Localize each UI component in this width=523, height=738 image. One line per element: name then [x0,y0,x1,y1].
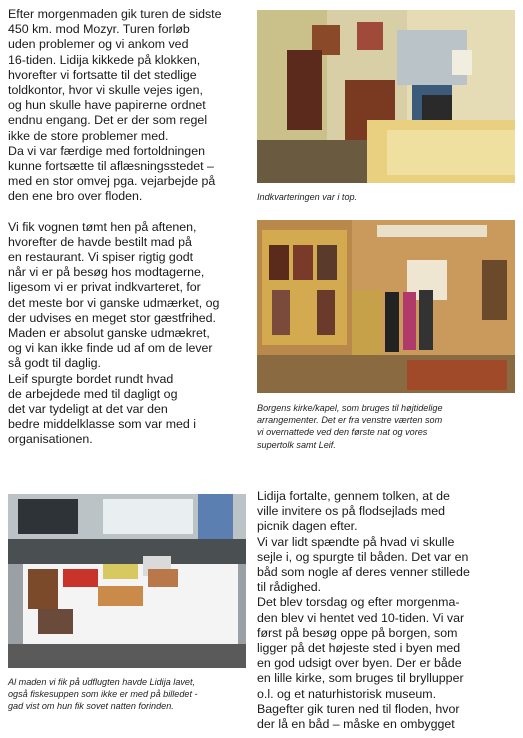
text-line: ikke de store problemer med. [8,128,169,143]
text-line: og vi kan ikke finde ud af om de lever [8,341,213,356]
text-line: det meste bor vi ganske udmærket, og [8,295,220,310]
text-line: Det blev torsdag og efter morgenma- [257,595,460,610]
paragraph-arrival [8,7,248,205]
photo-bedroom [257,10,515,183]
text-line: Vi var lidt spændte på hvad vi skulle [257,534,455,549]
text-line: med en stor omvej pga. vejarbejde på [8,174,216,189]
text-line: en god udsigt over byen. Der er både [257,656,462,671]
text-line: en restaurant. Vi spiser rigtig godt [8,250,194,265]
text-line: også fiskesuppen som ikke er med på billedet - [8,689,198,700]
text-line: bedre middelklasse som var med i [8,417,197,432]
text-column-right [257,489,517,732]
text-line: sejle i, og spurgte til båden. Det var en [257,549,469,564]
text-line: hvorefter de havde bestilt mad på [8,234,192,249]
text-line: ligesom vi er privat indkvarteret, for [8,280,201,295]
text-line: en lille kirke, som bruges til bryllupper [257,671,464,686]
text-line: toldkontor, hvor vi skulle vejes igen, [8,83,203,98]
text-line: Bagefter gik turen ned til floden, hvor [257,701,460,716]
text-line: Leif spurgte bordet rundt hvad [8,371,174,386]
text-line: kunne fortsætte til aflæsningsstedet – [8,159,214,174]
paragraph-boat-trip [257,489,517,732]
text-line: den ene bro over floden. [8,189,143,204]
text-line: 450 km. mod Mozyr. Turen forløb [8,22,190,37]
text-line: endnu engang. Det er der som regel [8,113,208,128]
text-line: Da vi var færdige med fortoldningen [8,143,205,158]
text-line: vi overnattede ved den første nat og vores [257,427,428,438]
text-column-left [8,7,248,448]
photo-picnic-caption [8,676,253,713]
text-line: Efter morgenmaden gik turen de sidste [8,7,222,21]
text-line: når vi er på besøg hos modtagerne, [8,265,205,280]
text-line: picnik dagen efter. [257,519,358,534]
text-line: Vi fik vognen tømt hen på aftenen, [8,219,197,234]
text-line: og hun skulle have papirerne ordnet [8,98,206,113]
text-line: så godt til daglig. [8,356,101,371]
text-line: uden problemer og vi ankom ved [8,37,189,52]
text-line: 16-tiden. Lidija kikkede på klokken, [8,52,201,67]
photo-picnic-food [8,494,246,668]
text-line: den blev vi hentet ved 10-tiden. Vi var [257,610,465,625]
photo-chapel-caption [257,402,519,451]
text-line: organisationen. [8,432,93,447]
text-line: ville invitere os på flodsejlads med [257,504,446,519]
text-line: supertolk samt Leif. [257,439,336,450]
text-line: først på besøg oppe på borgen, som [257,625,458,640]
text-line: der lå en båd – måske en ombygget [257,717,455,732]
text-line: arrangementer. Det er fra venstre værten som [257,415,443,426]
text-line: Al maden vi fik på udflugten havde Lidija lavet, [8,677,196,687]
text-line: gad vist om hun fik sovet natten forinden. [8,701,174,712]
text-line: til rådighed. [257,580,322,595]
text-line: Borgens kirke/kapel, som bruges til højtidelige [257,403,443,413]
text-line: Indkvarteringen var i top. [257,192,358,202]
text-line: der udvises en meget stor gæstfrihed. [8,310,216,325]
text-line: Maden er absolut ganske udmækret, [8,326,210,341]
photo-bedroom-caption [257,191,517,203]
text-line: de arbejdede med til dagligt og [8,386,178,401]
text-line: det var tydeligt at det var den [8,402,168,417]
text-line: ligger på det højeste sted i byen med [257,641,461,656]
paragraph-dinner [8,220,248,448]
photo-chapel [257,220,515,393]
text-line: Lidija fortalte, gennem tolken, at de [257,489,450,503]
text-line: o.l. og et naturhistorisk museum. [257,686,437,701]
text-line: hvorefter vi fortsatte til det stedlige [8,67,197,82]
text-line: båd som nogle af deres venner stillede [257,565,470,580]
